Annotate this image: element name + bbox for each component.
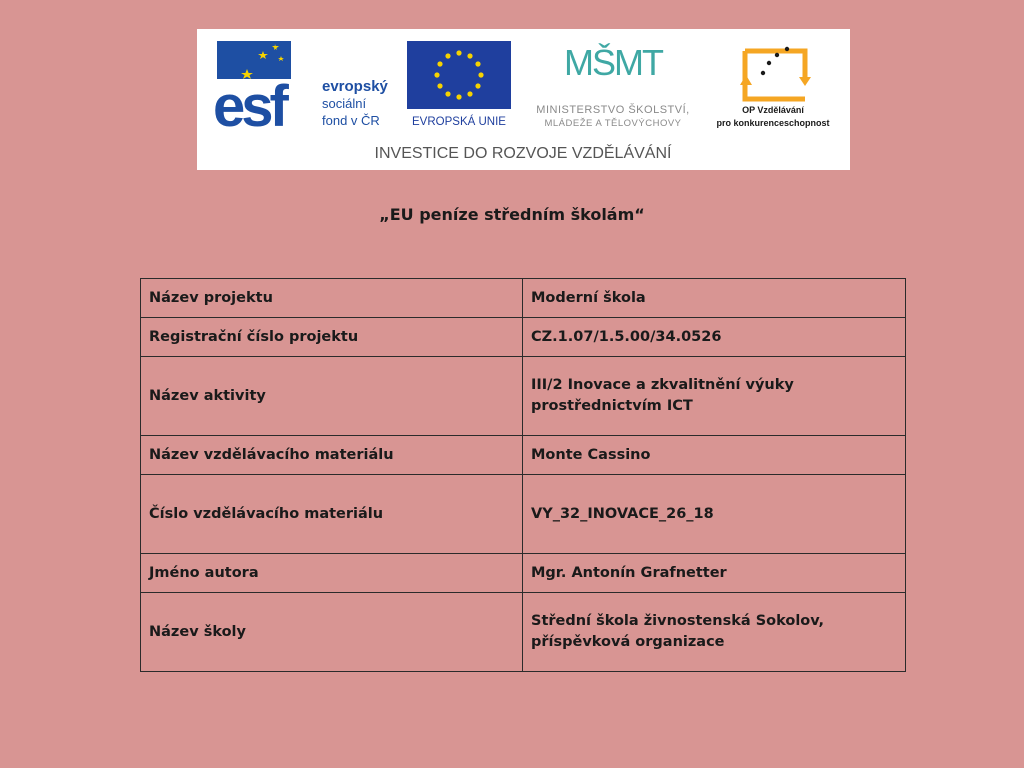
eu-label: EVROPSKÁ UNIE xyxy=(412,116,506,128)
msmt-mark: MŠMT xyxy=(564,42,662,83)
row-label: Název aktivity xyxy=(141,357,523,436)
row-label: Číslo vzdělávacího materiálu xyxy=(141,475,523,554)
row-value: Monte Cassino xyxy=(523,436,906,475)
row-value: III/2 Inovace a zkvalitnění výuky prostřednictvím ICT xyxy=(523,357,906,436)
table-row xyxy=(141,554,906,593)
row-label: Název školy xyxy=(141,593,523,672)
op-arrow-head xyxy=(799,77,811,86)
row-value: Moderní škola xyxy=(523,279,906,318)
esf-logo xyxy=(213,41,389,139)
op-logo xyxy=(716,47,829,128)
esf-line-1: evropský xyxy=(322,78,388,95)
row-label: Registrační číslo projektu xyxy=(141,318,523,357)
row-value: Střední škola živnostenská Sokolov, příspěvková organizace xyxy=(523,593,906,672)
row-value: CZ.1.07/1.5.00/34.0526 xyxy=(523,318,906,357)
esf-line-3: fond v ČR xyxy=(322,113,380,128)
banner-tagline: INVESTICE DO ROZVOJE VZDĚLÁVÁNÍ xyxy=(374,145,672,162)
esf-wordmark: esf xyxy=(213,74,285,139)
op-line-1: OP Vzdělávání xyxy=(742,105,804,115)
ministry-line-2: MLÁDEŽE A TĚLOVÝCHOVY xyxy=(544,118,682,129)
row-label: Název vzdělávacího materiálu xyxy=(141,436,523,475)
row-label: Jméno autora xyxy=(141,554,523,593)
esf-line-2: sociální xyxy=(322,96,367,111)
row-value: Mgr. Antonín Grafnetter xyxy=(523,554,906,593)
table-row xyxy=(141,593,906,672)
logo-banner xyxy=(197,29,850,170)
row-label: Název projektu xyxy=(141,279,523,318)
row-value: VY_32_INOVACE_26_18 xyxy=(523,475,906,554)
table-row xyxy=(141,436,906,475)
msmt-logo xyxy=(536,42,689,129)
op-arrow-bottom xyxy=(745,51,805,99)
table-row xyxy=(141,279,906,318)
table-row xyxy=(141,475,906,554)
page-subtitle: „EU peníze středním školám“ xyxy=(379,205,645,224)
op-line-2: pro konkurenceschopnost xyxy=(716,118,830,128)
table-row xyxy=(141,357,906,436)
ministry-line-1: MINISTERSTVO ŠKOLSTVÍ, xyxy=(536,104,690,116)
table-row xyxy=(141,318,906,357)
eu-flag-logo xyxy=(407,41,511,128)
project-info-table xyxy=(140,278,906,672)
op-arrow-up xyxy=(740,75,752,85)
